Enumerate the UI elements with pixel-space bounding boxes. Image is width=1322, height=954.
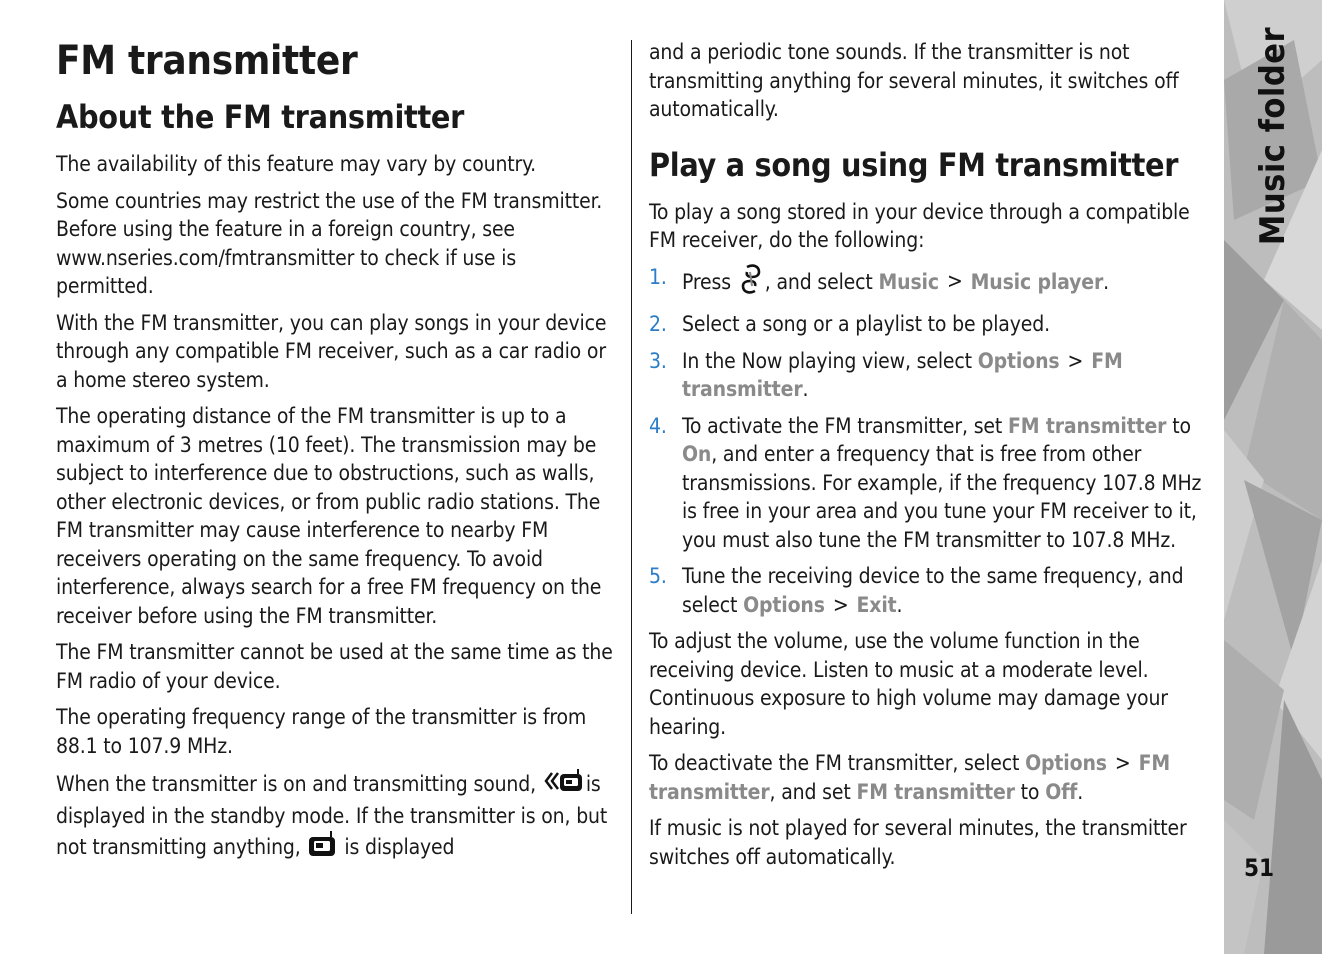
fm-idle-icon — [306, 830, 338, 866]
paragraph-deactivate: To deactivate the FM transmitter, select Options > FM transmitter, and set FM transmitter to Off. — [649, 751, 1170, 804]
list-item: 1. Press , and select Music > Music player. — [649, 263, 1215, 303]
ui-label-off: Off — [1045, 779, 1078, 804]
ui-label-music: Music — [878, 269, 939, 294]
ui-label-options: Options — [1025, 751, 1107, 775]
paragraph-restrictions: Some countries may restrict the use of the FM transmitter. Before using the feature in a foreign country, see www.nseries.com/fmtransmitter to check if use is permitted. — [56, 188, 603, 298]
ui-label-exit: Exit — [856, 592, 897, 617]
chapter-title: Music folder — [1253, 26, 1293, 246]
section-heading-about: About the FM transmitter — [56, 98, 465, 136]
ui-label-options: Options — [743, 592, 825, 617]
page-title: FM transmitter — [56, 38, 358, 84]
paragraph-auto-off: If music is not played for several minutes, the transmitter switches off automatically. — [649, 816, 1187, 869]
list-item: 2. Select a song or a playlist to be played. — [649, 312, 1050, 336]
paragraph-usage: With the FM transmitter, you can play songs in your device through any compatible FM receiver, such as a car radio or a home stereo system. — [56, 310, 607, 392]
paragraph-continued: and a periodic tone sounds. If the transmitter is not transmitting anything for several minutes, it switches off automatically. — [649, 40, 1179, 121]
fm-transmitting-icon — [542, 768, 586, 802]
menu-key-icon — [737, 263, 765, 303]
ui-label-options: Options — [977, 348, 1060, 373]
right-column — [649, 38, 1215, 879]
ui-label-on: On — [682, 442, 712, 466]
paragraph-distance: The operating distance of the FM transmitter is up to a maximum of 3 metres (10 feet). The transmission may be subject to interference due to obstructions, such as walls, other electronic devices, or from public radio stations. The FM transmitter may cause interference to nearby FM receivers operating on the same frequency. To avoid interference, always search for a free FM frequency on the receiver before using the FM transmitter. — [56, 404, 602, 628]
paragraph-frequency-range: The operating frequency range of the transmitter is from 88.1 to 107.9 MHz. — [56, 705, 587, 758]
ui-label-music-player: Music player — [970, 269, 1104, 294]
paragraph-volume: To adjust the volume, use the volume function in the receiving device. Listen to music at a moderate level. Continuous exposure to high volume may damage your hearing. — [649, 629, 1168, 739]
column-divider — [631, 40, 632, 914]
steps-list — [649, 263, 1215, 620]
list-item: 4. To activate the FM transmitter, set FM transmitter to On, and enter a frequency that is free from other transmissions. For example, if the frequency 107.8 MHz is free in your area and you tune your FM receiver to it, you must also tune the FM transmitter to 107.8 MHz. — [649, 413, 1202, 552]
list-item: 5. Tune the receiving device to the same frequency, and select Options > Exit. — [649, 564, 1184, 617]
ui-label-fm-transmitter: FM transmitter — [649, 751, 1170, 804]
page-number: 51 — [1243, 854, 1275, 882]
ui-label-fm-transmitter: FM transmitter — [682, 348, 1123, 401]
paragraph-availability: The availability of this feature may vary by country. — [56, 152, 537, 176]
ui-label-fm-transmitter: FM transmitter — [856, 779, 1015, 804]
paragraph-fm-radio: The FM transmitter cannot be used at the same time as the FM radio of your device. — [56, 640, 613, 693]
paragraph-intro: To play a song stored in your device through a compatible FM receiver, do the following: — [649, 199, 1190, 252]
list-item: 3. In the Now playing view, select Options > FM transmitter. — [649, 348, 1123, 401]
paragraph-indicators: When the transmitter is on and transmitting sound, is displayed in the standby mode. If the transmitter is on, but not transmitting anything, is displayed — [56, 768, 618, 866]
ui-label-fm-transmitter: FM transmitter — [1008, 413, 1167, 438]
left-column — [56, 38, 618, 874]
section-heading-play: Play a song using FM transmitter — [649, 145, 1179, 184]
